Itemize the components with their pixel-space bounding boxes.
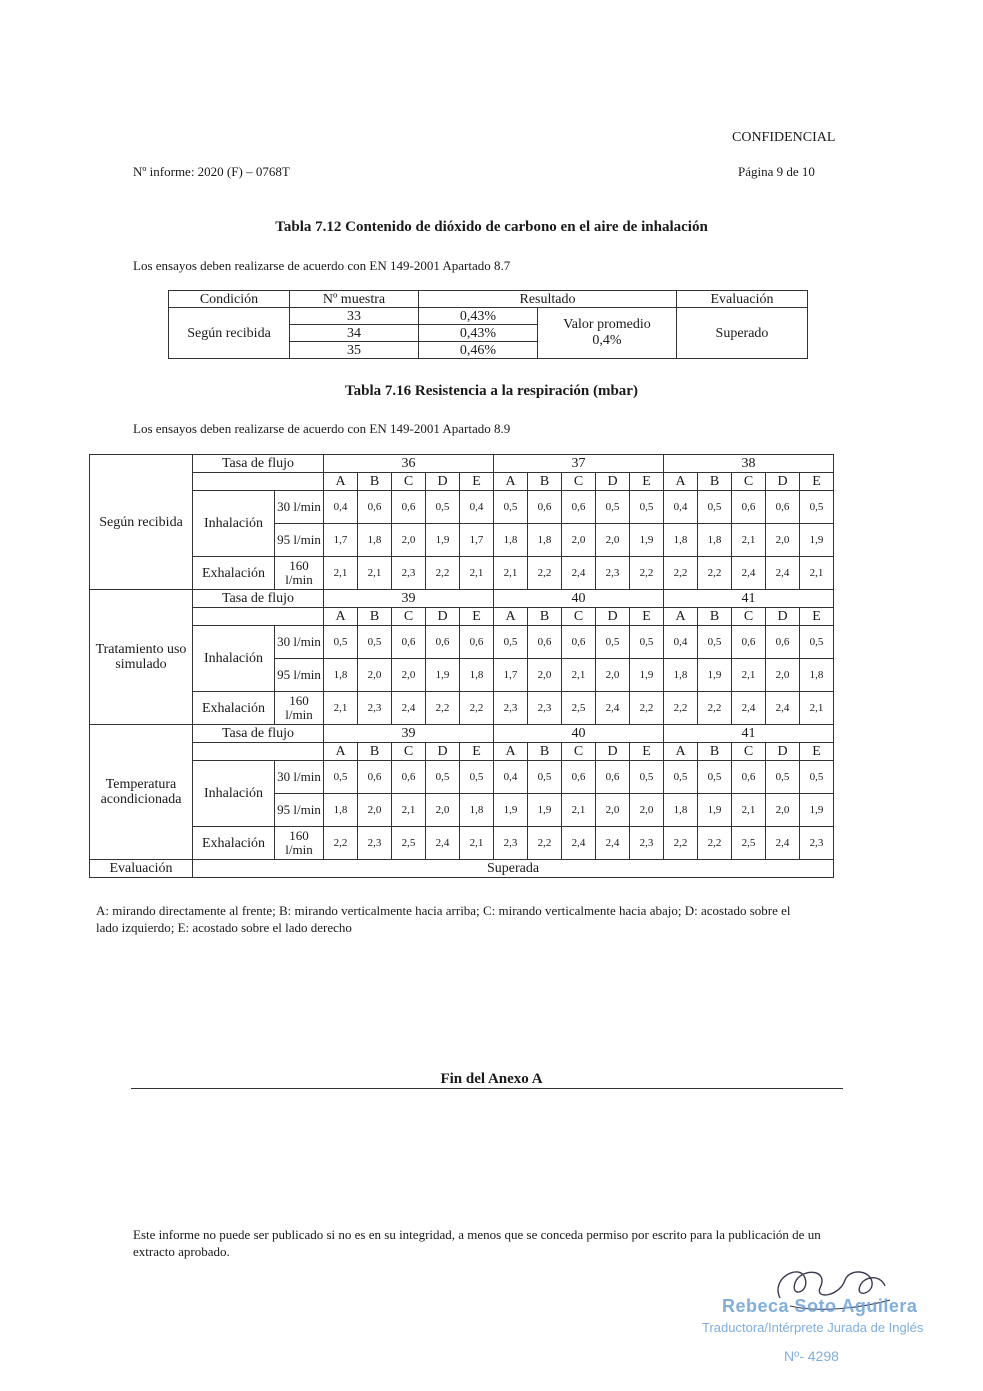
value-cell: 2,0	[392, 659, 426, 692]
position-header: E	[800, 608, 834, 626]
value-cell: 0,6	[562, 491, 596, 524]
position-header: D	[596, 743, 630, 761]
position-header: C	[562, 608, 596, 626]
value-cell: 2,2	[426, 557, 460, 590]
value-cell: 2,4	[596, 827, 630, 860]
value-cell: 1,9	[800, 794, 834, 827]
value-cell: 0,6	[392, 491, 426, 524]
value-cell: 1,8	[324, 794, 358, 827]
value-cell: 2,2	[664, 692, 698, 725]
flow-rate-cell: 30 l/min	[275, 761, 324, 794]
value-cell: 1,9	[528, 794, 562, 827]
value-cell: 0,5	[596, 491, 630, 524]
value-cell: 2,2	[698, 692, 732, 725]
value-cell: 1,8	[324, 659, 358, 692]
position-header: B	[528, 743, 562, 761]
position-header: E	[460, 473, 494, 491]
value-cell: 2,0	[766, 659, 800, 692]
value-cell: 1,8	[460, 794, 494, 827]
value-cell: 2,5	[732, 827, 766, 860]
flow-rate-cell: 160 l/min	[275, 557, 324, 590]
header-condicion: Condición	[169, 291, 290, 308]
value-cell: 0,5	[698, 491, 732, 524]
value-cell: 0,5	[426, 491, 460, 524]
value-cell: 0,6	[732, 626, 766, 659]
position-header: D	[596, 473, 630, 491]
stamp-name: Rebeca Soto Aguilera	[722, 1296, 918, 1316]
value-cell: 1,9	[630, 524, 664, 557]
value-cell: 1,7	[324, 524, 358, 557]
sample-number: 38	[664, 455, 834, 473]
page-number: Página 9 de 10	[738, 164, 815, 179]
position-header: D	[426, 743, 460, 761]
position-header: E	[460, 608, 494, 626]
position-header: B	[358, 473, 392, 491]
condition-cell: Según recibida	[90, 455, 193, 590]
value-cell: 2,1	[460, 827, 494, 860]
value-cell: 1,9	[698, 794, 732, 827]
position-header: C	[732, 473, 766, 491]
value-cell: 2,3	[392, 557, 426, 590]
value-cell: 2,3	[358, 692, 392, 725]
value-cell: 2,1	[562, 659, 596, 692]
exhalation-label: Exhalación	[193, 692, 275, 725]
value-cell: 2,1	[460, 557, 494, 590]
sample-number: 39	[324, 590, 494, 608]
value-cell: 0,6	[766, 491, 800, 524]
flow-rate-cell: 30 l/min	[275, 491, 324, 524]
value-cell: 2,4	[562, 827, 596, 860]
value-cell: 1,9	[494, 794, 528, 827]
position-header: C	[392, 608, 426, 626]
position-header: B	[358, 608, 392, 626]
value-cell: 2,0	[630, 794, 664, 827]
value-cell: 2,2	[630, 692, 664, 725]
value-cell: 1,9	[630, 659, 664, 692]
position-header: D	[766, 473, 800, 491]
value-cell: 0,5	[494, 491, 528, 524]
exhalation-label: Exhalación	[193, 557, 275, 590]
value-cell: 2,0	[358, 659, 392, 692]
evaluation-label: Evaluación	[90, 860, 193, 878]
value-cell: 0,5	[766, 761, 800, 794]
sample-number: 40	[494, 725, 664, 743]
value-cell: 2,0	[392, 524, 426, 557]
value-cell: 0,5	[630, 491, 664, 524]
flow-rate-cell: 95 l/min	[275, 659, 324, 692]
value-cell: 2,4	[392, 692, 426, 725]
value-cell: 0,5	[698, 761, 732, 794]
value-cell: 1,8	[664, 524, 698, 557]
value-cell: 0,6	[732, 761, 766, 794]
position-header: B	[698, 743, 732, 761]
value-cell: 2,1	[358, 557, 392, 590]
co2-table	[168, 290, 808, 359]
inhalation-label: Inhalación	[193, 761, 275, 827]
value-cell: 0,5	[426, 761, 460, 794]
position-header: E	[630, 743, 664, 761]
condition-cell: Temperatura acondicionada	[90, 725, 193, 860]
position-header: B	[698, 473, 732, 491]
value-cell: 2,3	[596, 557, 630, 590]
position-header: D	[426, 473, 460, 491]
value-cell: 0,6	[766, 626, 800, 659]
position-header: C	[562, 473, 596, 491]
value-cell: 2,0	[596, 794, 630, 827]
position-header: A	[664, 743, 698, 761]
value-cell: 2,1	[392, 794, 426, 827]
report-number: Nº informe: 2020 (F) – 0768T	[133, 164, 290, 179]
value-cell: 2,3	[358, 827, 392, 860]
position-header: C	[732, 743, 766, 761]
flow-rate-label: Tasa de flujo	[193, 725, 324, 743]
position-header: D	[766, 743, 800, 761]
exhalation-label: Exhalación	[193, 827, 275, 860]
sample-number: 41	[664, 725, 834, 743]
value-cell: 1,8	[528, 524, 562, 557]
value-cell: 1,8	[460, 659, 494, 692]
position-header: A	[664, 473, 698, 491]
value-cell: 2,0	[528, 659, 562, 692]
sample-number: 41	[664, 590, 834, 608]
value-cell: 2,2	[528, 557, 562, 590]
average-cell	[538, 308, 677, 359]
flow-rate-cell: 30 l/min	[275, 626, 324, 659]
blank-cell	[193, 608, 324, 626]
value-cell: 0,4	[494, 761, 528, 794]
value-cell: 0,4	[324, 491, 358, 524]
value-cell: 2,4	[426, 827, 460, 860]
position-header: A	[494, 608, 528, 626]
value-cell: 0,6	[358, 491, 392, 524]
value-cell: 0,5	[630, 761, 664, 794]
position-header: B	[698, 608, 732, 626]
position-header: E	[630, 473, 664, 491]
breathing-resistance-table	[89, 454, 834, 878]
value-cell: 2,1	[800, 692, 834, 725]
position-header: D	[596, 608, 630, 626]
end-of-annex-title: Fin del Anexo A	[440, 1071, 543, 1087]
value-cell: 0,43%	[419, 325, 538, 342]
flow-rate-cell: 160 l/min	[275, 692, 324, 725]
value-cell: 0,5	[528, 761, 562, 794]
average-value: 0,4%	[592, 333, 622, 348]
value-cell: 0,4	[664, 626, 698, 659]
inhalation-label: Inhalación	[193, 491, 275, 557]
sample-number: 40	[494, 590, 664, 608]
value-cell: 2,5	[562, 692, 596, 725]
evaluation-cell: Superado	[677, 308, 808, 359]
value-cell: 0,5	[460, 761, 494, 794]
value-cell: 0,6	[562, 626, 596, 659]
header-resultado: Resultado	[419, 291, 677, 308]
average-label: Valor promedio	[563, 317, 651, 332]
value-cell: 2,5	[392, 827, 426, 860]
value-cell: 2,1	[494, 557, 528, 590]
value-cell: 1,8	[494, 524, 528, 557]
value-cell: 0,6	[528, 491, 562, 524]
position-header: A	[664, 608, 698, 626]
value-cell: 2,4	[766, 692, 800, 725]
value-cell: 2,0	[596, 659, 630, 692]
inhalation-label: Inhalación	[193, 626, 275, 692]
value-cell: 2,0	[766, 794, 800, 827]
value-cell: 0,5	[698, 626, 732, 659]
table-7-12-title: Tabla 7.12 Contenido de dióxido de carbono en el aire de inhalación	[275, 219, 708, 235]
flow-rate-label: Tasa de flujo	[193, 455, 324, 473]
condition-cell: Según recibida	[169, 308, 290, 359]
value-cell: 2,1	[732, 524, 766, 557]
value-cell: 0,6	[392, 626, 426, 659]
sample-number: 39	[324, 725, 494, 743]
value-cell: 0,5	[358, 626, 392, 659]
value-cell: 2,4	[562, 557, 596, 590]
value-cell: 2,1	[732, 794, 766, 827]
value-cell: 0,6	[392, 761, 426, 794]
flow-rate-cell: 160 l/min	[275, 827, 324, 860]
position-header: B	[528, 473, 562, 491]
position-header: E	[460, 743, 494, 761]
value-cell: 2,1	[324, 557, 358, 590]
position-header: E	[800, 743, 834, 761]
position-header: B	[528, 608, 562, 626]
footer-note: Este informe no puede ser publicado si no es en su integridad, a menos que se conceda permiso por escrito para la publicación de un extracto aprobado.	[133, 1227, 821, 1259]
value-cell: 2,3	[528, 692, 562, 725]
value-cell: 2,4	[596, 692, 630, 725]
blank-cell	[193, 743, 324, 761]
value-cell: 1,8	[664, 794, 698, 827]
value-cell: 1,7	[494, 659, 528, 692]
value-cell: 1,8	[664, 659, 698, 692]
value-cell: 0,6	[732, 491, 766, 524]
value-cell: 0,6	[562, 761, 596, 794]
value-cell: 0,6	[528, 626, 562, 659]
value-cell: 2,4	[766, 827, 800, 860]
value-cell: 0,5	[800, 761, 834, 794]
value-cell: 0,5	[800, 491, 834, 524]
header-evaluacion: Evaluación	[677, 291, 808, 308]
sample-cell: 33	[290, 308, 419, 325]
position-header: A	[494, 743, 528, 761]
value-cell: 2,3	[494, 827, 528, 860]
sample-cell: 35	[290, 342, 419, 359]
value-cell: 1,9	[698, 659, 732, 692]
position-header: A	[494, 473, 528, 491]
value-cell: 1,9	[426, 524, 460, 557]
flow-rate-cell: 95 l/min	[275, 794, 324, 827]
value-cell: 2,4	[732, 557, 766, 590]
table-7-16-title: Tabla 7.16 Resistencia a la respiración (mbar)	[345, 383, 638, 399]
position-header: C	[732, 608, 766, 626]
value-cell: 2,0	[426, 794, 460, 827]
end-divider	[131, 1088, 843, 1089]
value-cell: 2,2	[324, 827, 358, 860]
position-header: A	[324, 608, 358, 626]
position-header: E	[800, 473, 834, 491]
position-header: E	[630, 608, 664, 626]
value-cell: 1,8	[800, 659, 834, 692]
stamp-number: Nº- 4298	[784, 1348, 839, 1364]
value-cell: 1,7	[460, 524, 494, 557]
value-cell: 1,8	[698, 524, 732, 557]
value-cell: 2,3	[630, 827, 664, 860]
value-cell: 1,9	[800, 524, 834, 557]
flow-rate-cell: 95 l/min	[275, 524, 324, 557]
value-cell: 0,43%	[419, 308, 538, 325]
value-cell: 2,0	[358, 794, 392, 827]
evaluation-value: Superada	[193, 860, 834, 878]
value-cell: 0,5	[494, 626, 528, 659]
value-cell: 2,2	[528, 827, 562, 860]
value-cell: 2,2	[664, 557, 698, 590]
value-cell: 0,6	[460, 626, 494, 659]
value-cell: 2,2	[426, 692, 460, 725]
flow-rate-label: Tasa de flujo	[193, 590, 324, 608]
value-cell: 0,5	[800, 626, 834, 659]
stamp-role: Traductora/Intérprete Jurada de Inglés	[702, 1320, 924, 1335]
sample-number: 37	[494, 455, 664, 473]
position-header: B	[358, 743, 392, 761]
value-cell: 0,5	[664, 761, 698, 794]
sample-cell: 34	[290, 325, 419, 342]
value-cell: 2,2	[698, 557, 732, 590]
value-cell: 0,5	[324, 626, 358, 659]
value-cell: 2,2	[460, 692, 494, 725]
value-cell: 0,6	[426, 626, 460, 659]
value-cell: 2,3	[494, 692, 528, 725]
value-cell: 2,3	[800, 827, 834, 860]
value-cell: 2,1	[562, 794, 596, 827]
value-cell: 2,4	[766, 557, 800, 590]
value-cell: 0,6	[358, 761, 392, 794]
value-cell: 0,4	[664, 491, 698, 524]
value-cell: 0,5	[630, 626, 664, 659]
position-header: A	[324, 473, 358, 491]
confidential-label: CONFIDENCIAL	[732, 130, 836, 145]
value-cell: 1,8	[358, 524, 392, 557]
value-cell: 2,0	[766, 524, 800, 557]
position-header: A	[324, 743, 358, 761]
value-cell: 0,5	[596, 626, 630, 659]
value-cell: 2,1	[732, 659, 766, 692]
value-cell: 2,0	[596, 524, 630, 557]
value-cell: 0,5	[324, 761, 358, 794]
position-header: C	[392, 473, 426, 491]
position-header: C	[562, 743, 596, 761]
sample-number: 36	[324, 455, 494, 473]
value-cell: 0,46%	[419, 342, 538, 359]
value-cell: 2,4	[732, 692, 766, 725]
position-legend: A: mirando directamente al frente; B: mirando verticalmente hacia arriba; C: mirando verticalmente hacia abajo; D: acostado sobre el lado izquierdo; E: acostado sobre el lado derecho	[96, 903, 791, 935]
value-cell: 2,2	[664, 827, 698, 860]
table-7-16-intro: Los ensayos deben realizarse de acuerdo con EN 149-2001 Apartado 8.9	[133, 421, 511, 436]
condition-cell: Tratamiento uso simulado	[90, 590, 193, 725]
table-7-12-intro: Los ensayos deben realizarse de acuerdo con EN 149-2001 Apartado 8.7	[133, 258, 511, 273]
header-muestra: Nº muestra	[290, 291, 419, 308]
value-cell: 2,2	[698, 827, 732, 860]
value-cell: 0,4	[460, 491, 494, 524]
position-header: C	[392, 743, 426, 761]
blank-cell	[193, 473, 324, 491]
position-header: D	[766, 608, 800, 626]
value-cell: 2,2	[630, 557, 664, 590]
value-cell: 0,6	[596, 761, 630, 794]
position-header: D	[426, 608, 460, 626]
value-cell: 2,1	[800, 557, 834, 590]
value-cell: 1,9	[426, 659, 460, 692]
value-cell: 2,1	[324, 692, 358, 725]
value-cell: 2,0	[562, 524, 596, 557]
